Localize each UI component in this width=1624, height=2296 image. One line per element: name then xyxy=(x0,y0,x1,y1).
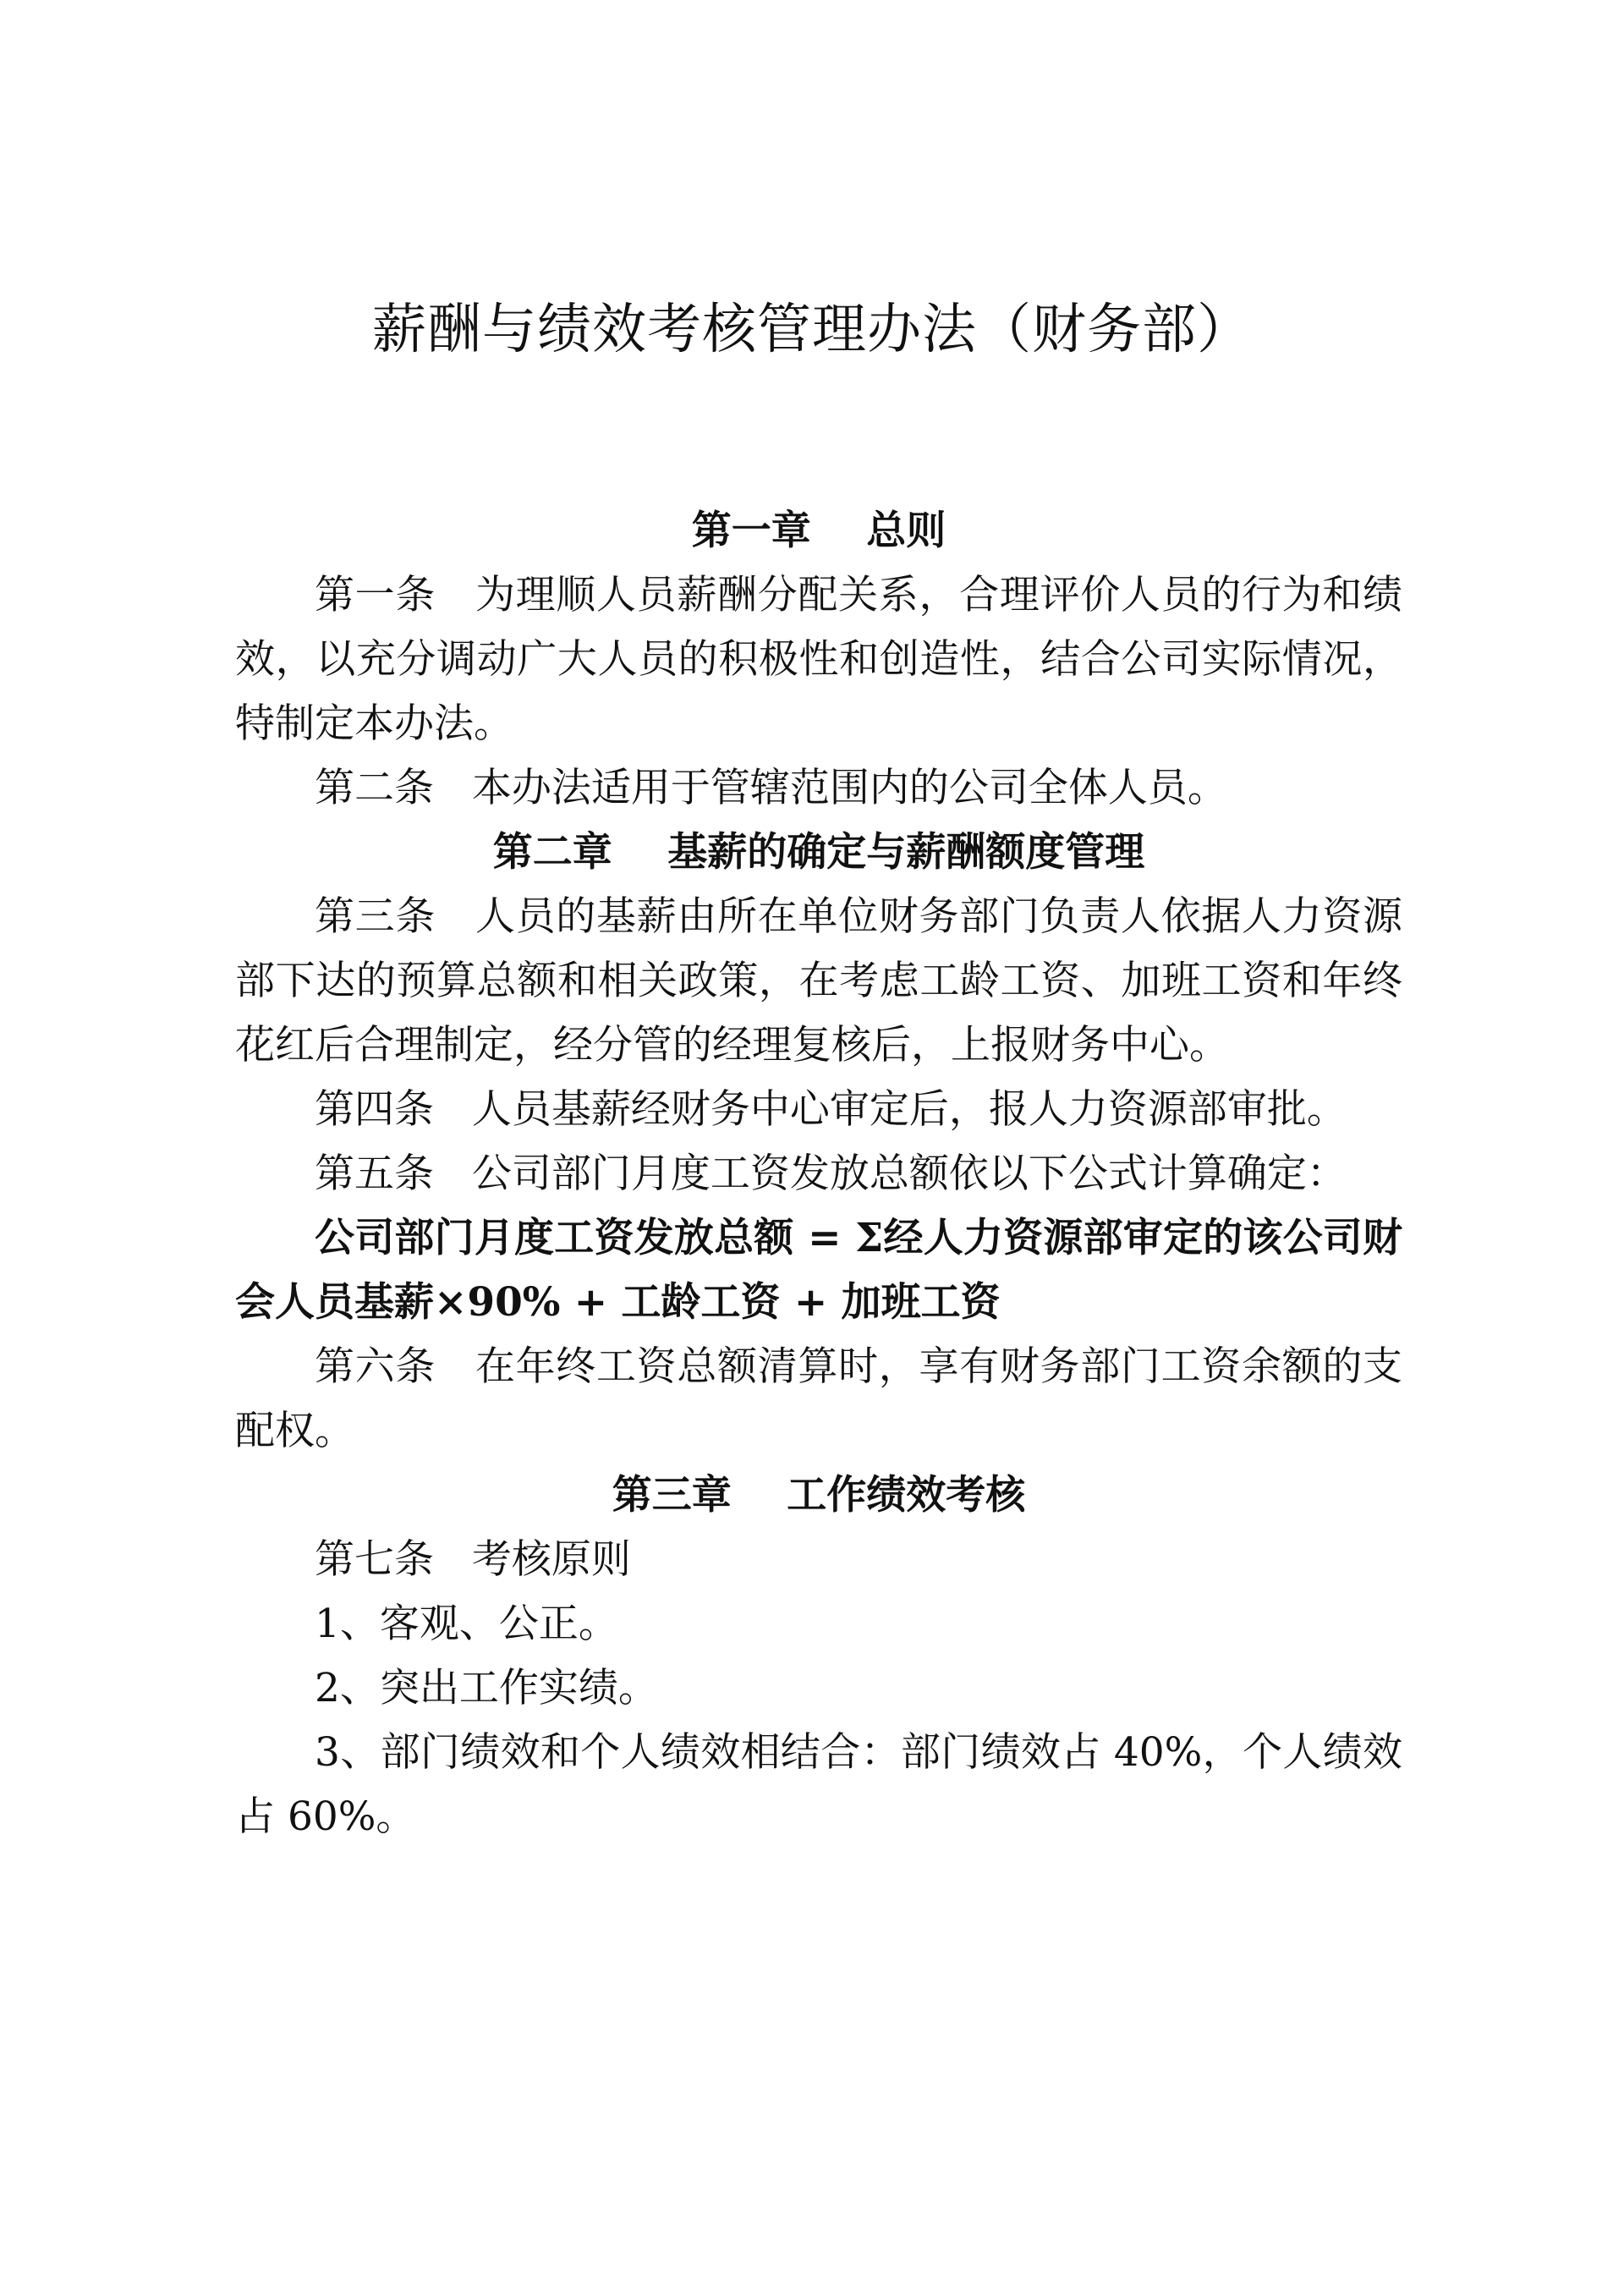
principle-item-3: 3、部门绩效和个人绩效相结合：部门绩效占 40%，个人绩效占 60%。 xyxy=(235,1729,1402,1840)
article-3 xyxy=(235,885,1402,1078)
article-4 xyxy=(235,1078,1402,1142)
document-title: 薪酬与绩效考核管理办法（财务部） xyxy=(372,299,1252,361)
article-3-text: 人员的基薪由所在单位财务部门负责人依据人力资源部下达的预算总额和相关政策，在考虑工龄工资、加班工资和年终花红后合理制定，经分管的经理复核后，上报财务中心。 xyxy=(235,893,1402,1068)
article-2 xyxy=(235,756,1402,821)
article-5-text: 公司部门月度工资发放总额依以下公式计算确定： xyxy=(471,1151,1347,1197)
article-1-text: 为理顺人员薪酬分配关系，合理评价人员的行为和绩效，以充分调动广大人员的积极性和创造性，结合公司实际情况，特制定本办法。 xyxy=(235,572,1402,747)
document-body xyxy=(235,499,1402,1849)
article-6-number: 第六条 xyxy=(315,1343,475,1390)
salary-formula: 公司部门月度工资发放总额 = Σ经人力资源部审定的该公司财会人员基薪×90% + 工龄工资 + 加班工资 xyxy=(235,1215,1402,1326)
article-1 xyxy=(235,563,1402,756)
chapter-3-heading: 第三章 工作绩效考核 xyxy=(612,1472,1026,1519)
article-6-text: 在年终工资总额清算时，享有财务部门工资余额的支配权。 xyxy=(235,1343,1402,1454)
article-7-text: 考核原则 xyxy=(471,1536,631,1583)
article-2-text: 本办法适用于管辖范围内的公司全体人员。 xyxy=(471,765,1227,811)
chapter-2-heading: 第二章 基薪的确定与薪酬额度管理 xyxy=(492,829,1145,876)
principle-item-2: 2、突出工作实绩。 xyxy=(315,1665,658,1711)
principle-item-1: 1、客观、公正。 xyxy=(315,1601,618,1647)
article-7-number: 第七条 xyxy=(315,1536,472,1583)
article-7 xyxy=(235,1528,1402,1592)
article-1-number: 第一条 xyxy=(315,572,475,618)
article-2-number: 第二条 xyxy=(315,765,472,811)
article-4-text: 人员基薪经财务中心审定后，报人力资源部审批。 xyxy=(471,1086,1347,1133)
article-3-number: 第三条 xyxy=(315,893,475,940)
article-6 xyxy=(235,1335,1402,1464)
article-5-number: 第五条 xyxy=(315,1151,472,1197)
article-5 xyxy=(235,1142,1402,1206)
chapter-1-heading: 第一章 总则 xyxy=(691,508,946,554)
article-4-number: 第四条 xyxy=(315,1086,472,1133)
